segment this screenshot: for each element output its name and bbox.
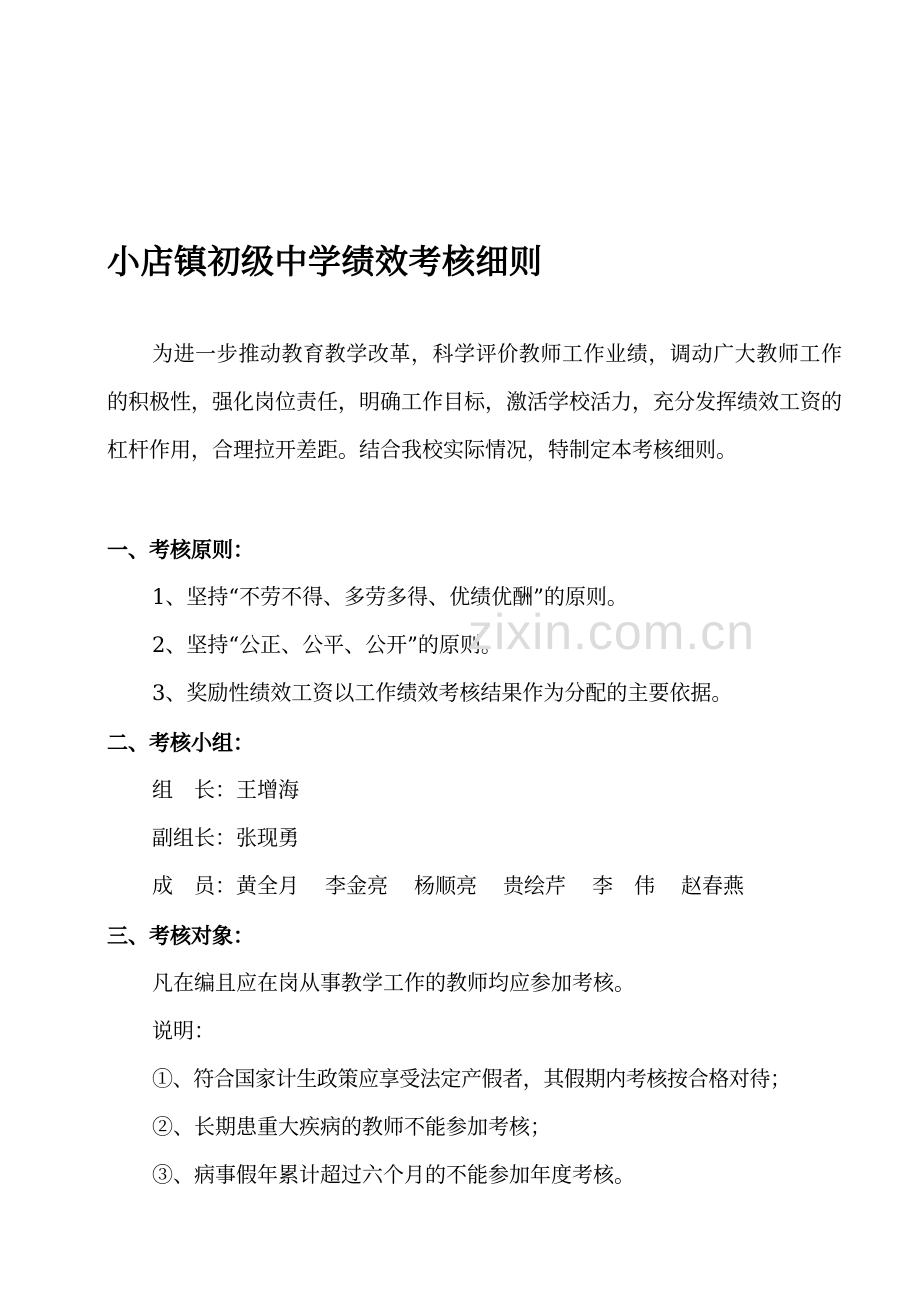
principle-item-1: 1、坚持“不劳不得、多劳多得、优绩优酬”的原则。 [152, 585, 628, 609]
members-label: 成 员： [152, 874, 236, 898]
group-leader: 组 长：王增海 [152, 778, 299, 802]
section-heading-principles: 一、考核原则： [107, 538, 254, 562]
note-item-1: ①、符合国家计生政策应享受法定产假者，其假期内考核按合格对待； [152, 1067, 791, 1091]
section-heading-group: 二、考核小组： [107, 731, 254, 755]
section-heading-targets: 三、考核对象： [107, 924, 254, 948]
group-members [152, 870, 744, 900]
watermark: zixin.com.cn [468, 604, 756, 660]
member-name: 赵春燕 [681, 874, 744, 898]
target-scope: 凡在编且应在岗从事教学工作的教师均应参加考核。 [152, 971, 635, 995]
note-item-3: ③、病事假年累计超过六个月的不能参加年度考核。 [152, 1163, 635, 1187]
member-name: 李 伟 [592, 874, 655, 898]
member-name: 贵绘芹 [503, 874, 566, 898]
member-name: 李金亮 [325, 874, 388, 898]
member-name: 杨顺亮 [414, 874, 477, 898]
group-deputy: 副组长：张现勇 [152, 826, 299, 850]
intro-paragraph: 为进一步推动教育教学改革，科学评价教师工作业绩，调动广大教师工作的积极性，强化岗位责任，明确工作目标，激活学校活力，充分发挥绩效工资的杠杆作用，合理拉开差距。结合我校实际情况，特制定本考核细则。 [107, 342, 842, 462]
note-item-2: ②、长期患重大疾病的教师不能参加考核； [152, 1115, 551, 1139]
principle-item-2: 2、坚持“公正、公平、公开”的原则。 [152, 633, 502, 657]
member-name: 黄全月 [236, 874, 299, 898]
principle-item-3: 3、奖励性绩效工资以工作绩效考核结果作为分配的主要依据。 [152, 681, 733, 705]
note-label: 说明： [152, 1019, 215, 1043]
document-title: 小店镇初级中学绩效考核细则 [107, 242, 543, 281]
